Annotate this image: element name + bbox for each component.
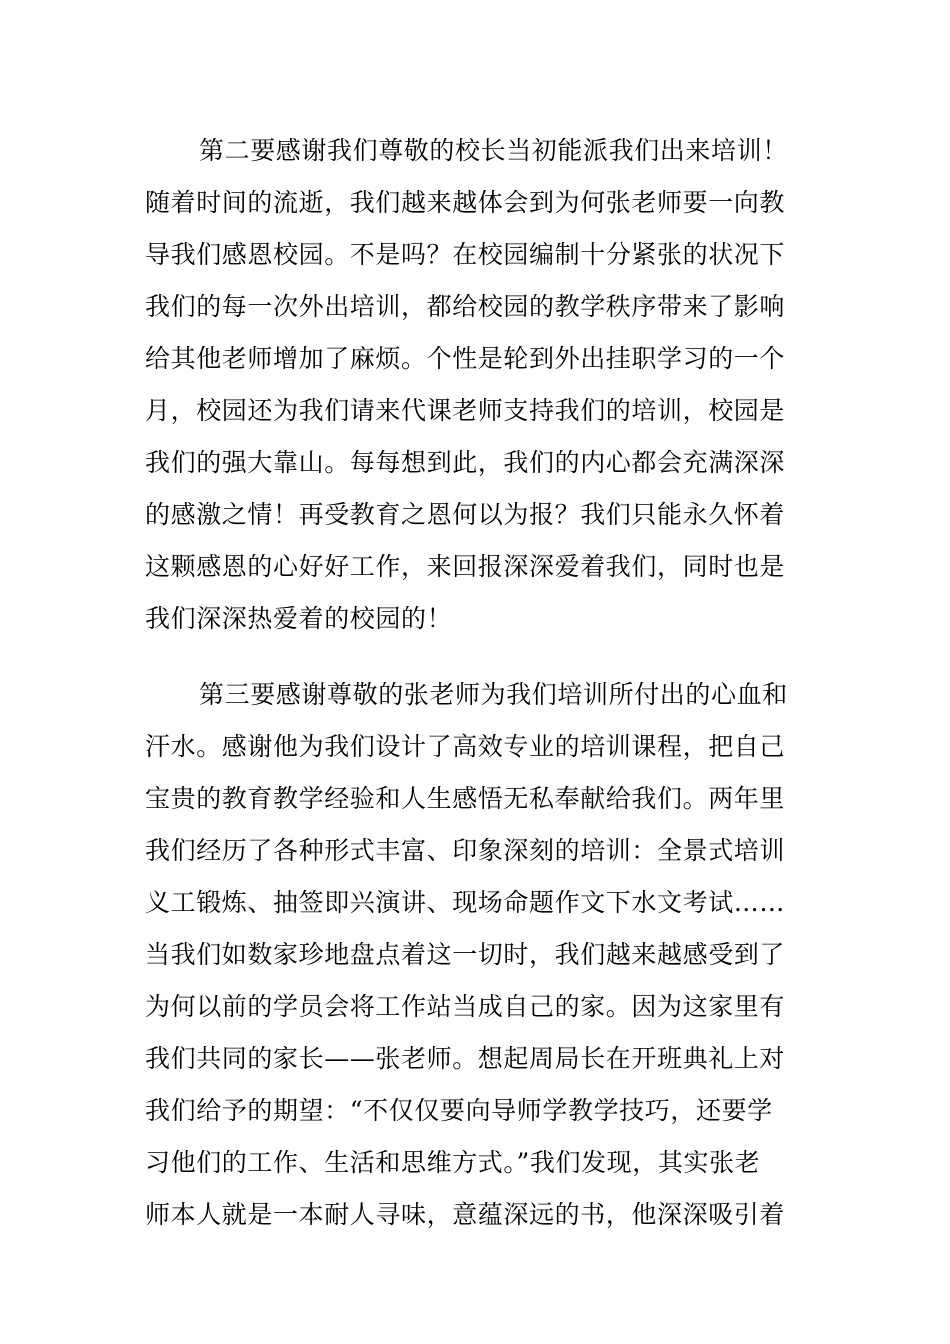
paragraph-line: 随着时间的流逝，我们越来越体会到为何张老师要一向教 <box>145 188 786 217</box>
paragraph-line: 第二要感谢我们尊敬的校长当初能派我们出来培训！ <box>199 136 788 165</box>
paragraph-line: 当我们如数家珍地盘点着这一切时，我们越来越感受到了 <box>145 940 786 969</box>
paragraph-line: 这颗感恩的心好好工作，来回报深深爱着我们，同时也是 <box>145 552 786 581</box>
paragraph-line: 导我们感恩校园。不是吗？在校园编制十分紧张的状况下 <box>145 240 786 269</box>
paragraph-line: 的感激之情！再受教育之恩何以为报？我们只能永久怀着 <box>145 500 786 529</box>
paragraph-line: 为何以前的学员会将工作站当成自己的家。因为这家里有 <box>145 992 786 1021</box>
paragraph-line: 第三要感谢尊敬的张老师为我们培训所付出的心血和 <box>199 680 788 709</box>
paragraph-line: 宝贵的教育教学经验和人生感悟无私奉献给我们。两年里 <box>145 784 786 813</box>
paragraph-line: 我们经历了各种形式丰富、印象深刻的培训：全景式培训 <box>145 836 786 865</box>
paragraph-line: 我们的每一次外出培训，都给校园的教学秩序带来了影响 <box>145 292 786 321</box>
paragraph-line: 汗水。感谢他为我们设计了高效专业的培训课程，把自己 <box>145 732 786 761</box>
paragraph-line: 给其他老师增加了麻烦。个性是轮到外出挂职学习的一个 <box>145 344 786 373</box>
paragraph-line: 我们深深热爱着的校园的！ <box>145 604 453 633</box>
paragraph-line: 我们给予的期望：“不仅仅要向导师学教学技巧，还要学 <box>145 1096 773 1125</box>
paragraph-thanks-teacher <box>145 669 815 1241</box>
paragraph-thanks-principal <box>145 125 815 645</box>
paragraph-line: 义工锻炼、抽签即兴演讲、现场命题作文下水文考试…… <box>145 888 786 917</box>
paragraph-line: 师本人就是一本耐人寻味，意蕴深远的书，他深深吸引着 <box>145 1200 786 1229</box>
paragraph-line: 我们共同的家长——张老师。想起周局长在开班典礼上对 <box>145 1044 786 1073</box>
paragraph-line: 习他们的工作、生活和思维方式。”我们发现，其实张老 <box>145 1148 761 1177</box>
paragraph-line: 我们的强大靠山。每每想到此，我们的内心都会充满深深 <box>145 448 786 477</box>
paragraph-line: 月，校园还为我们请来代课老师支持我们的培训，校园是 <box>145 396 786 425</box>
